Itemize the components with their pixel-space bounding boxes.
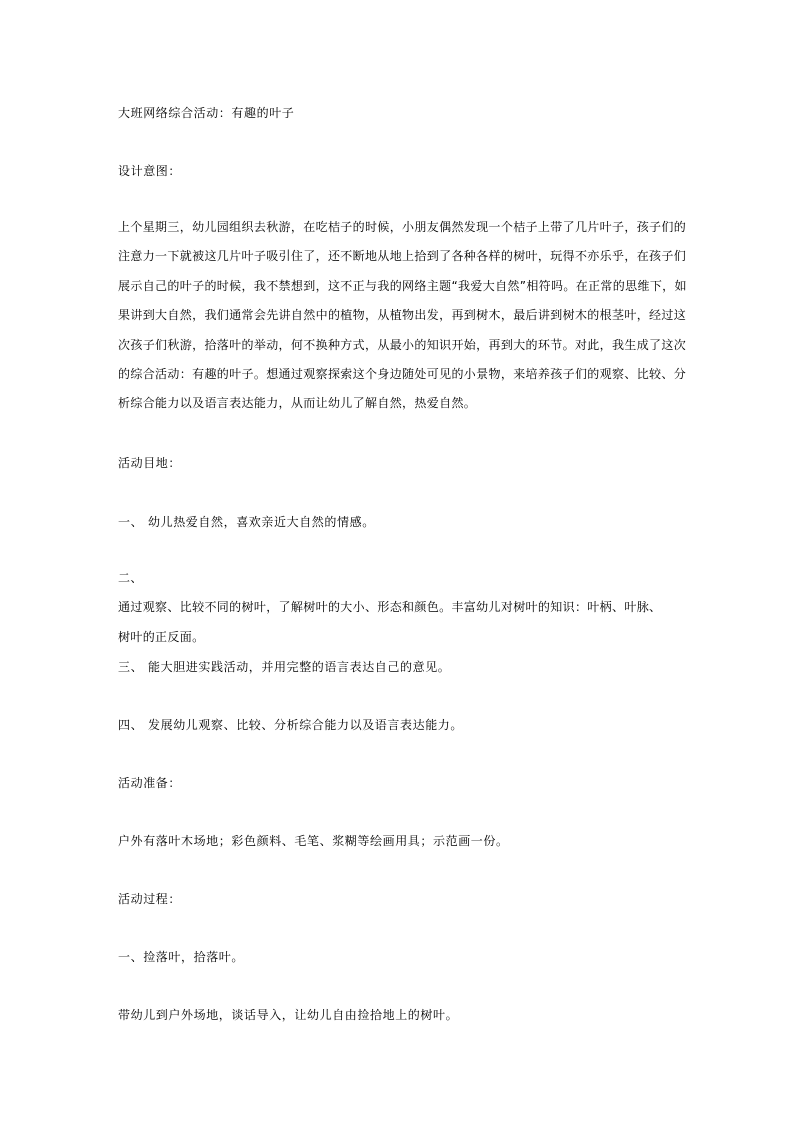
process-step-title: 一、捡落叶，拾落叶。 <box>118 950 245 964</box>
goals-heading: 活动目地： <box>118 456 182 470</box>
goal-number: 一、 <box>118 515 144 529</box>
design-line: 的综合活动：有趣的叶子。想通过观察探索这个身边随处可见的小景物，来培养孩子们的观察、比较、分 <box>118 367 687 382</box>
document-title: 大班网络综合活动：有趣的叶子 <box>118 106 295 120</box>
design-line: 上个星期三，幼儿园组织去秋游，在吃桔子的时候，小朋友偶然发现一个桔子上带了几片叶子，孩子们的 <box>118 220 687 234</box>
goal-text: 幼儿热爱自然，喜欢亲近大自然的情感。 <box>148 515 375 529</box>
goal-number: 二、 <box>118 571 143 585</box>
prep-text: 户外有落叶木场地；彩色颜料、毛笔、浆糊等绘画用具；示范画一份。 <box>118 834 509 848</box>
goal-text: 通过观察、比较不同的树叶，了解树叶的大小、形态和颜色。丰富幼儿对树叶的知识：叶柄、叶脉、 <box>118 600 662 615</box>
design-heading: 设计意图： <box>118 164 182 178</box>
process-step-text: 带幼儿到户外场地，谈话导入，让幼儿自由捡拾地上的树叶。 <box>118 1008 459 1022</box>
design-line: 注意力一下就被这几片叶子吸引住了，还不断地从地上拾到了各种各样的树叶，玩得不亦乐乎，在孩子们 <box>118 249 687 264</box>
goal-number: 四、 <box>118 718 144 732</box>
design-line: 析综合能力以及语言表达能力，从而让幼儿了解自然，热爱自然。 <box>118 396 477 411</box>
design-paragraph <box>118 213 687 419</box>
prep-heading: 活动准备： <box>118 776 182 790</box>
goal-text-continued: 树叶的正反面。 <box>118 629 205 644</box>
goal-text: 能大胆进实践活动，并用完整的语言表达自己的意见。 <box>148 660 451 674</box>
goal-item <box>118 716 463 733</box>
process-heading: 活动过程： <box>118 892 182 906</box>
design-line: 展示自己的叶子的时候，我不禁想到，这不正与我的网络主题“我爱大自然”相符吗。在正常的思维下，如 <box>118 278 687 293</box>
goal-number: 三、 <box>118 660 144 674</box>
goal-text: 发展幼儿观察、比较、分析综合能力以及语言表达能力。 <box>148 718 464 732</box>
design-line: 次孩子们秋游，拾落叶的举动，何不换种方式，从最小的知识开始，再到大的环节。对此，我生成了这次 <box>118 337 687 352</box>
goal-item <box>118 513 375 530</box>
goal-item <box>118 658 450 675</box>
design-line: 果讲到大自然，我们通常会先讲自然中的植物，从植物出发，再到树木，最后讲到树木的根茎叶，经过这 <box>118 308 687 323</box>
goal-item <box>118 564 688 652</box>
